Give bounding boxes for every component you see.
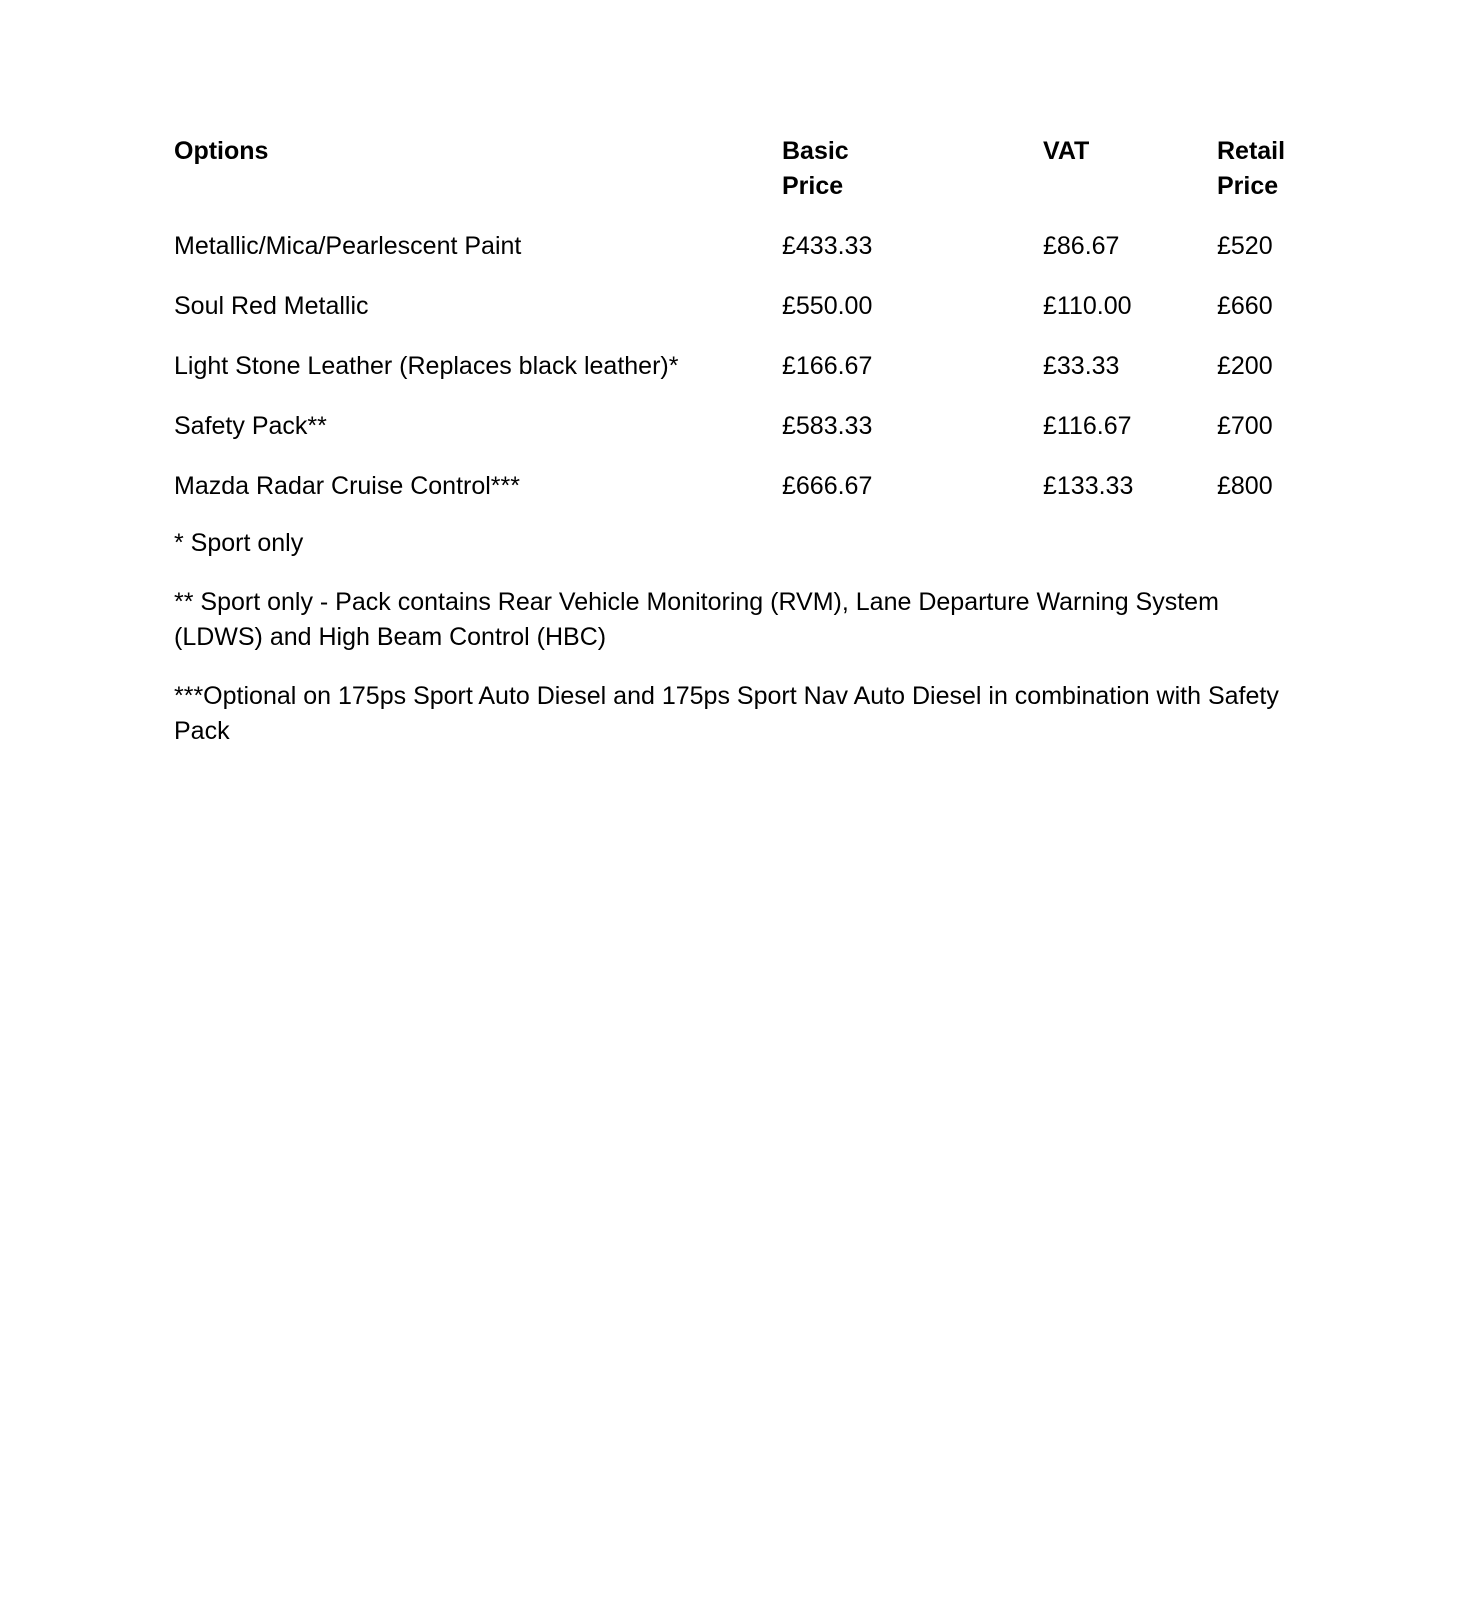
header-retail-price xyxy=(1217,134,1314,229)
table-row xyxy=(174,289,1314,349)
option-name: Mazda Radar Cruise Control*** xyxy=(174,472,520,500)
header-basic-price xyxy=(782,134,1043,229)
option-name: Metallic/Mica/Pearlescent Paint xyxy=(174,232,522,260)
retail-price: £800 xyxy=(1217,472,1273,500)
footnote-radar-cruise: ***Optional on 175ps Sport Auto Diesel and 175ps Sport Nav Auto Diesel in combination with Safety Pack xyxy=(174,682,1279,745)
retail-price: £520 xyxy=(1217,232,1273,260)
table-row xyxy=(174,229,1314,289)
header-basic-price-line-1: Basic xyxy=(782,137,849,165)
basic-price: £583.33 xyxy=(782,412,873,440)
option-name: Safety Pack** xyxy=(174,412,327,440)
header-retail-price-line-1: Retail xyxy=(1217,137,1286,165)
table-row xyxy=(174,349,1314,409)
header-basic-price-line-2: Price xyxy=(782,172,844,200)
basic-price: £433.33 xyxy=(782,232,873,260)
vat-amount: £33.33 xyxy=(1043,352,1120,380)
header-vat: VAT xyxy=(1043,137,1090,165)
retail-price: £700 xyxy=(1217,412,1273,440)
basic-price: £666.67 xyxy=(782,472,873,500)
retail-price: £660 xyxy=(1217,292,1273,320)
option-name: Soul Red Metallic xyxy=(174,292,369,320)
vat-amount: £116.67 xyxy=(1043,412,1132,440)
vat-amount: £110.00 xyxy=(1043,292,1132,320)
footnotes xyxy=(174,526,1314,773)
footnote-safety-pack: ** Sport only - Pack contains Rear Vehicle Monitoring (RVM), Lane Departure Warning System (LDWS) and High Beam Control (HBC) xyxy=(174,588,1219,651)
table-row xyxy=(174,469,1314,529)
retail-price: £200 xyxy=(1217,352,1273,380)
table-header-row xyxy=(174,134,1314,229)
header-options: Options xyxy=(174,137,269,165)
option-name: Light Stone Leather (Replaces black leather)* xyxy=(174,352,679,380)
vat-amount: £133.33 xyxy=(1043,472,1134,500)
options-price-table xyxy=(174,134,1314,529)
header-retail-price-line-2: Price xyxy=(1217,172,1279,200)
basic-price: £166.67 xyxy=(782,352,873,380)
table-row xyxy=(174,409,1314,469)
footnote-sport-only: * Sport only xyxy=(174,529,304,557)
vat-amount: £86.67 xyxy=(1043,232,1120,260)
basic-price: £550.00 xyxy=(782,292,873,320)
